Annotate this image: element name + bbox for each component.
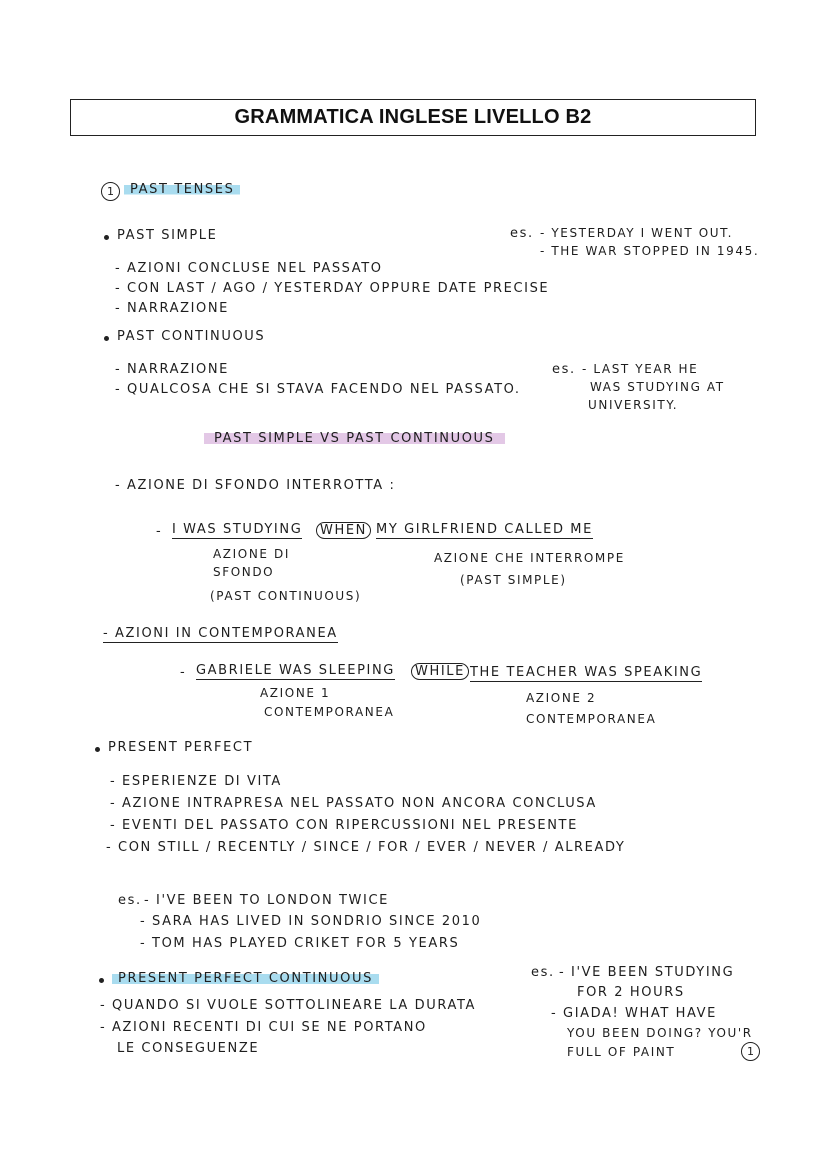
present-perfect-heading: PRESENT PERFECT: [108, 740, 254, 755]
clause-note: AZIONE CHE INTERROMPE: [434, 551, 625, 565]
contemporary-actions-label: - AZIONI IN CONTEMPORANEA: [103, 626, 338, 641]
past-continuous-heading: PAST CONTINUOUS: [117, 329, 266, 344]
present-perfect-continuous-heading: PRESENT PERFECT CONTINUOUS: [112, 971, 379, 986]
section-number: 1: [101, 182, 120, 201]
page-title: GRAMMATICA INGLESE LIVELLO B2: [234, 106, 592, 128]
past-continuous-item: - NARRAZIONE: [115, 362, 229, 377]
past-continuous-example: - LAST YEAR HE: [582, 362, 699, 376]
past-simple-example: - YESTERDAY I WENT OUT.: [540, 226, 734, 240]
present-perfect-continuous-example: - GIADA! WHAT HAVE: [551, 1006, 717, 1021]
present-perfect-item: - EVENTI DEL PASSATO CON RIPERCUSSIONI NEL PRESENTE: [110, 818, 578, 833]
present-perfect-continuous-example: FOR 2 HOURS: [577, 985, 685, 1000]
past-continuous-item: - QUALCOSA CHE SI STAVA FACENDO NEL PASSATO.: [115, 382, 521, 397]
past-simple-example: - THE WAR STOPPED IN 1945.: [540, 244, 760, 258]
present-perfect-example-prefix: es.: [118, 893, 142, 908]
past-simple-item: - CON LAST / AGO / YESTERDAY OPPURE DATE PRECISE: [115, 281, 550, 296]
present-perfect-item: - CON STILL / RECENTLY / SINCE / FOR / EVER / NEVER / ALREADY: [106, 840, 626, 855]
present-perfect-continuous-item: LE CONSEGUENZE: [117, 1041, 260, 1056]
page-number: 1: [741, 1042, 760, 1061]
past-simple-item: - NARRAZIONE: [115, 301, 229, 316]
present-perfect-item: - ESPERIENZE DI VITA: [110, 774, 282, 789]
present-perfect-continuous-example: - I'VE BEEN STUDYING: [559, 965, 735, 980]
example-clause: MY GIRLFRIEND CALLED ME: [376, 522, 593, 537]
example-connector: WHILE: [411, 663, 469, 680]
example-clause: THE TEACHER WAS SPEAKING: [470, 665, 703, 680]
past-simple-item: - AZIONI CONCLUSE NEL PASSATO: [115, 261, 383, 276]
present-perfect-continuous-example-prefix: es.: [531, 965, 555, 980]
title-box: [70, 99, 756, 136]
present-perfect-continuous-item: - AZIONI RECENTI DI CUI SE NE PORTANO: [100, 1020, 427, 1035]
clause-note: CONTEMPORANEA: [526, 712, 657, 726]
clause-tense: (PAST SIMPLE): [460, 573, 567, 587]
clause-note: SFONDO: [213, 565, 275, 579]
clause-tense: (PAST CONTINUOUS): [210, 589, 362, 603]
comparison-heading: PAST SIMPLE VS PAST CONTINUOUS: [204, 431, 505, 446]
clause-note: AZIONE DI: [213, 547, 290, 561]
interrupted-action-label: - AZIONE DI SFONDO INTERROTTA :: [115, 478, 396, 493]
present-perfect-example: - TOM HAS PLAYED CRIKET FOR 5 YEARS: [140, 936, 460, 951]
present-perfect-example: - I'VE BEEN TO LONDON TWICE: [144, 893, 389, 908]
clause-note: AZIONE 1: [260, 686, 331, 700]
past-simple-heading: PAST SIMPLE: [117, 228, 218, 243]
present-perfect-continuous-example: YOU BEEN DOING? YOU'R: [567, 1026, 753, 1040]
past-simple-example-prefix: es.: [510, 226, 534, 241]
example-dash: -: [156, 524, 163, 539]
section-heading: PAST TENSES: [124, 182, 240, 197]
past-continuous-example: UNIVERSITY.: [588, 398, 679, 412]
past-continuous-example-prefix: es.: [552, 362, 576, 377]
example-connector: WHEN: [316, 522, 371, 539]
clause-note: AZIONE 2: [526, 691, 597, 705]
present-perfect-item: - AZIONE INTRAPRESA NEL PASSATO NON ANCORA CONCLUSA: [110, 796, 597, 811]
past-continuous-example: WAS STUDYING AT: [590, 380, 725, 394]
example-dash: -: [180, 665, 187, 680]
clause-note: CONTEMPORANEA: [264, 705, 395, 719]
present-perfect-continuous-item: - QUANDO SI VUOLE SOTTOLINEARE LA DURATA: [100, 998, 476, 1013]
present-perfect-continuous-example: FULL OF PAINT: [567, 1045, 676, 1059]
present-perfect-example: - SARA HAS LIVED IN SONDRIO SINCE 2010: [140, 914, 482, 929]
example-clause: I WAS STUDYING: [172, 522, 303, 537]
example-clause: GABRIELE WAS SLEEPING: [196, 663, 395, 678]
